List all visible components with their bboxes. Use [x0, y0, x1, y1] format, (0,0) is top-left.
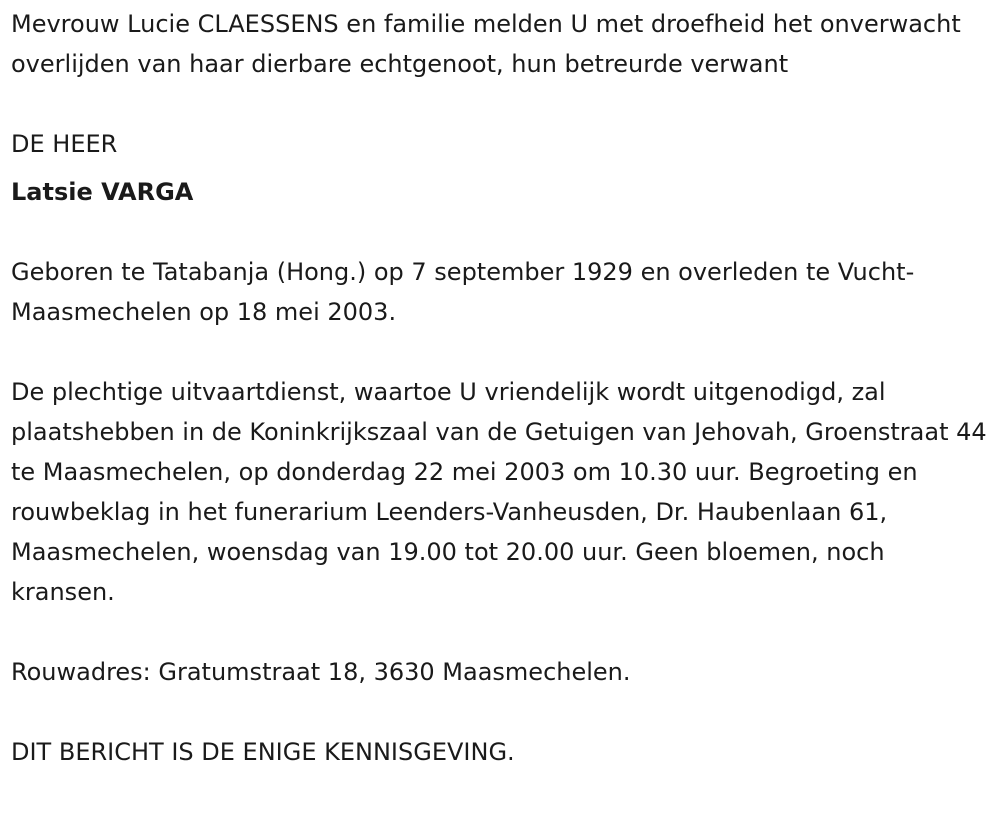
intro-paragraph: Mevrouw Lucie CLAESSENS en familie melden U met droefheid het onverwacht overlijden van haar dierbare echtgenoot, hun betreurde verwant [11, 10, 961, 78]
deceased-name: Latsie VARGA [11, 178, 194, 206]
mourning-address: Rouwadres: Gratumstraat 18, 3630 Maasmechelen. [11, 658, 631, 686]
honorific-title: DE HEER [11, 130, 118, 158]
birth-death-paragraph: Geboren te Tatabanja (Hong.) op 7 september 1929 en overleden te Vucht-Maasmechelen op 18 mei 2003. [11, 258, 915, 326]
death-notice [11, 4, 991, 772]
closing-statement: DIT BERICHT IS DE ENIGE KENNISGEVING. [11, 738, 515, 766]
funeral-paragraph: De plechtige uitvaartdienst, waartoe U vriendelijk wordt uitgenodigd, zal plaatshebben in de Koninkrijkszaal van de Getuigen van Jehovah, Groenstraat 44 te Maasmechelen, op donderdag 22 mei 2003 om 10.30 uur. Begroeting en rouwbeklag in het funerarium Leenders-Vanheusden, Dr. Haubenlaan 61, Maasmechelen, woensdag van 19.00 tot 20.00 uur. Geen bloemen, noch kransen. [11, 378, 987, 606]
